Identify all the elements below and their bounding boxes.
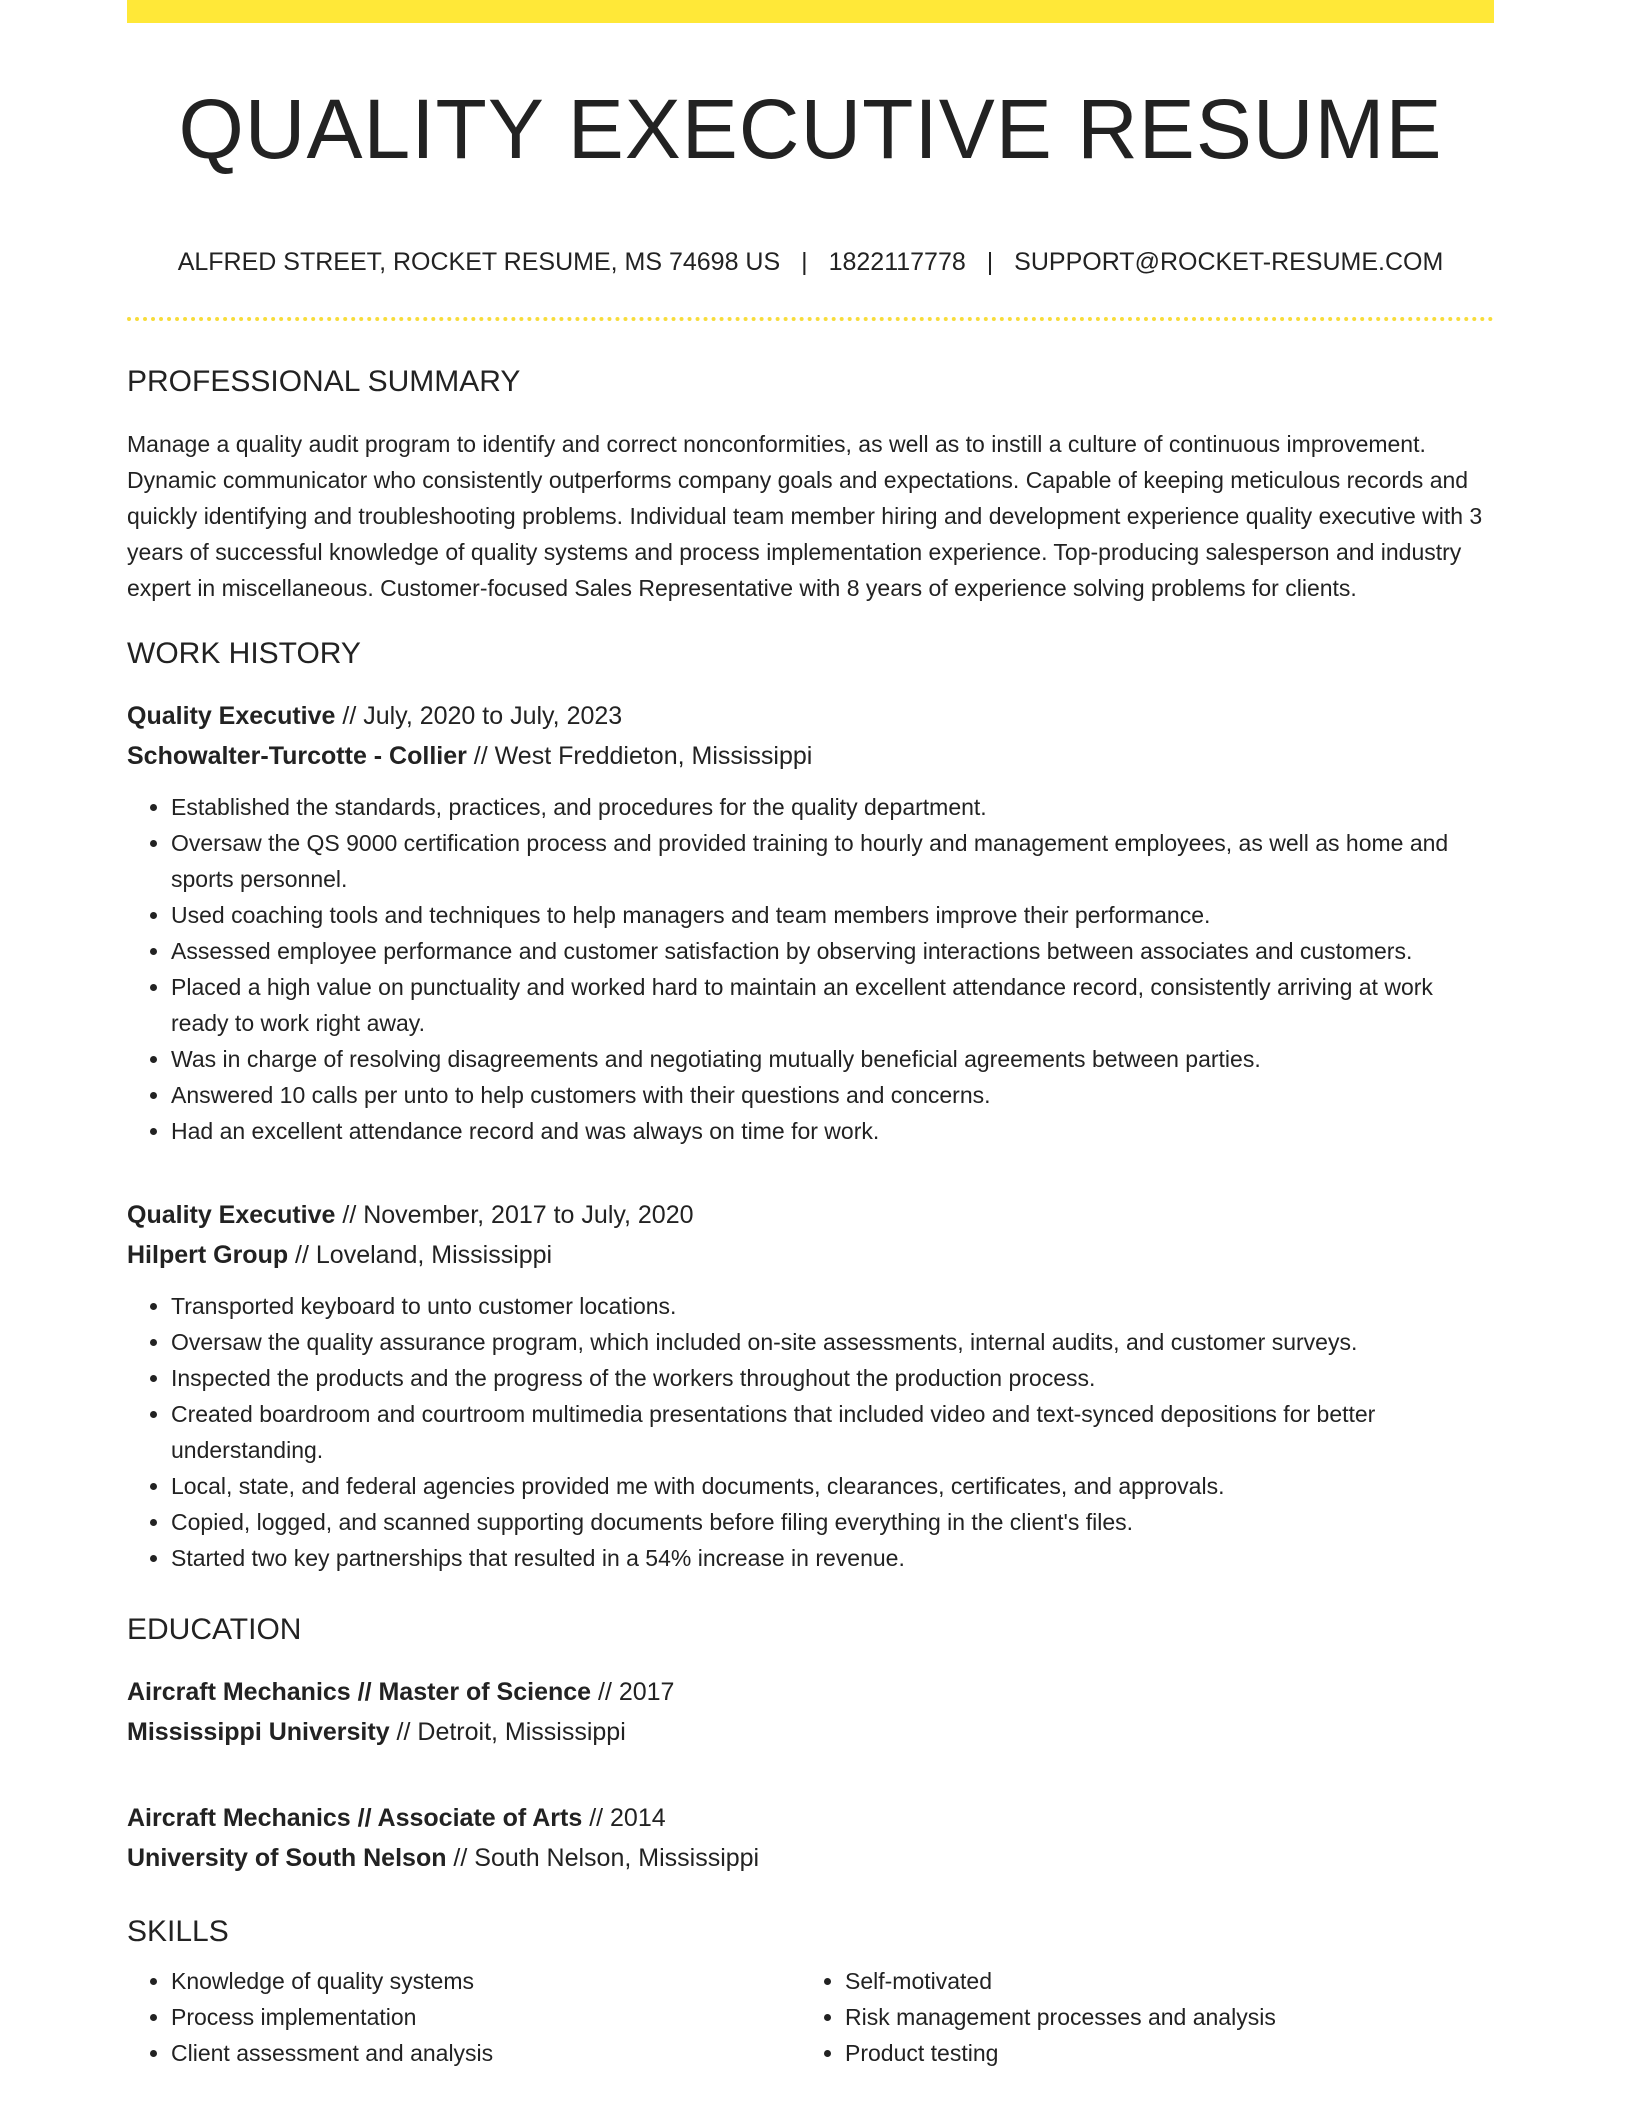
contact-phone: 1822117778	[828, 248, 966, 276]
job-duties-list	[127, 1288, 1494, 1576]
school-location: // Detroit, Mississippi	[389, 1718, 626, 1746]
resume-content	[127, 0, 1494, 2071]
job-title: Quality Executive	[127, 702, 336, 730]
list-item: • Oversaw the quality assurance program, which included on-site assessments, internal audits, and customer surveys.	[171, 1324, 1494, 1360]
skills-list-left	[127, 1963, 801, 2071]
dotted-divider	[127, 317, 1494, 321]
resume-title: QUALITY EXECUTIVE RESUME	[178, 82, 1443, 176]
job-company: Schowalter-Turcotte - Collier	[127, 742, 467, 770]
degree-year: // 2017	[591, 1678, 675, 1706]
list-item: • Started two key partnerships that resulted in a 54% increase in revenue.	[171, 1540, 1494, 1576]
list-item: • Copied, logged, and scanned supporting documents before filing everything in the client's files.	[171, 1504, 1494, 1540]
work-history-heading: WORK HISTORY	[127, 637, 361, 670]
school-name: Mississippi University	[127, 1718, 390, 1746]
education-entry	[127, 1798, 1494, 1878]
list-item: • Created boardroom and courtroom multimedia presentations that included video and text-synced depositions for better understanding.	[171, 1396, 1494, 1468]
list-item: • Assessed employee performance and customer satisfaction by observing interactions between associates and customers.	[171, 933, 1494, 969]
list-item: • Product testing	[845, 2035, 1475, 2071]
list-item: • Knowledge of quality systems	[171, 1963, 801, 1999]
degree-line	[127, 1798, 1494, 1838]
contact-separator: |	[986, 248, 994, 276]
job-entry	[127, 696, 1494, 1149]
degree: Aircraft Mechanics // Master of Science	[127, 1678, 592, 1706]
list-item: • Process implementation	[171, 1999, 801, 2035]
job-location: // Loveland, Mississippi	[288, 1241, 553, 1269]
list-item: • Was in charge of resolving disagreements and negotiating mutually beneficial agreements between parties.	[171, 1041, 1494, 1077]
list-item: • Local, state, and federal agencies provided me with documents, clearances, certificates, and approvals.	[171, 1468, 1494, 1504]
list-item: • Oversaw the QS 9000 certification process and provided training to hourly and management employees, as well as home and sports personnel.	[171, 825, 1494, 897]
skills-heading: SKILLS	[127, 1915, 229, 1948]
job-entry	[127, 1195, 1494, 1576]
list-item: • Had an excellent attendance record and was always on time for work.	[171, 1113, 1494, 1149]
job-title: Quality Executive	[127, 1201, 336, 1229]
list-item: • Self-motivated	[845, 1963, 1475, 1999]
list-item: • Client assessment and analysis	[171, 2035, 801, 2071]
skills-list-right	[801, 1963, 1475, 2071]
school-line	[127, 1838, 1494, 1878]
job-duties-list	[127, 789, 1494, 1149]
degree: Aircraft Mechanics // Associate of Arts	[127, 1804, 583, 1832]
education-heading: EDUCATION	[127, 1613, 302, 1646]
job-title-line	[127, 696, 1494, 736]
list-item: • Placed a high value on punctuality and worked hard to maintain an excellent attendance record, consistently arriving at work ready to work right away.	[171, 969, 1494, 1041]
job-company-line	[127, 736, 1494, 776]
education-entry	[127, 1672, 1494, 1752]
degree-line	[127, 1672, 1494, 1712]
contact-email: SUPPORT@ROCKET-RESUME.COM	[1014, 248, 1444, 276]
job-location: // West Freddieton, Mississippi	[466, 742, 813, 770]
list-item: • Inspected the products and the progress of the workers throughout the production process.	[171, 1360, 1494, 1396]
list-item: • Transported keyboard to unto customer locations.	[171, 1288, 1494, 1324]
job-title-line	[127, 1195, 1494, 1235]
contact-address: ALFRED STREET, ROCKET RESUME, MS 74698 US	[177, 248, 781, 276]
job-company-line	[127, 1235, 1494, 1275]
list-item: • Risk management processes and analysis	[845, 1999, 1475, 2035]
list-item: • Established the standards, practices, and procedures for the quality department.	[171, 789, 1494, 825]
contact-line	[127, 247, 1494, 277]
job-company: Hilpert Group	[127, 1241, 289, 1269]
job-dates: // November, 2017 to July, 2020	[335, 1201, 694, 1229]
list-item: • Used coaching tools and techniques to help managers and team members improve their performance.	[171, 897, 1494, 933]
degree-year: // 2014	[582, 1804, 666, 1832]
school-location: // South Nelson, Mississippi	[446, 1844, 760, 1872]
school-line	[127, 1712, 1494, 1752]
job-dates: // July, 2020 to July, 2023	[335, 702, 623, 730]
summary-text: Manage a quality audit program to identify and correct nonconformities, as well as to instill a culture of continuous improvement. Dynamic communicator who consistently outperforms company goals and expectations. Capable of keeping meticulous records and quickly identifying and troubleshooting problems. Individual team member hiring and development experience quality executive with 3 years of successful knowledge of quality systems and process implementation experience. Top-producing salesperson and industry expert in miscellaneous. Customer-focused Sales Representative with 8 years of experience solving problems for clients.	[127, 431, 1483, 601]
contact-separator: |	[801, 248, 808, 276]
skills-columns	[127, 1963, 1494, 2071]
school-name: University of South Nelson	[127, 1844, 447, 1872]
list-item: • Answered 10 calls per unto to help customers with their questions and concerns.	[171, 1077, 1494, 1113]
summary-heading: PROFESSIONAL SUMMARY	[127, 365, 521, 398]
